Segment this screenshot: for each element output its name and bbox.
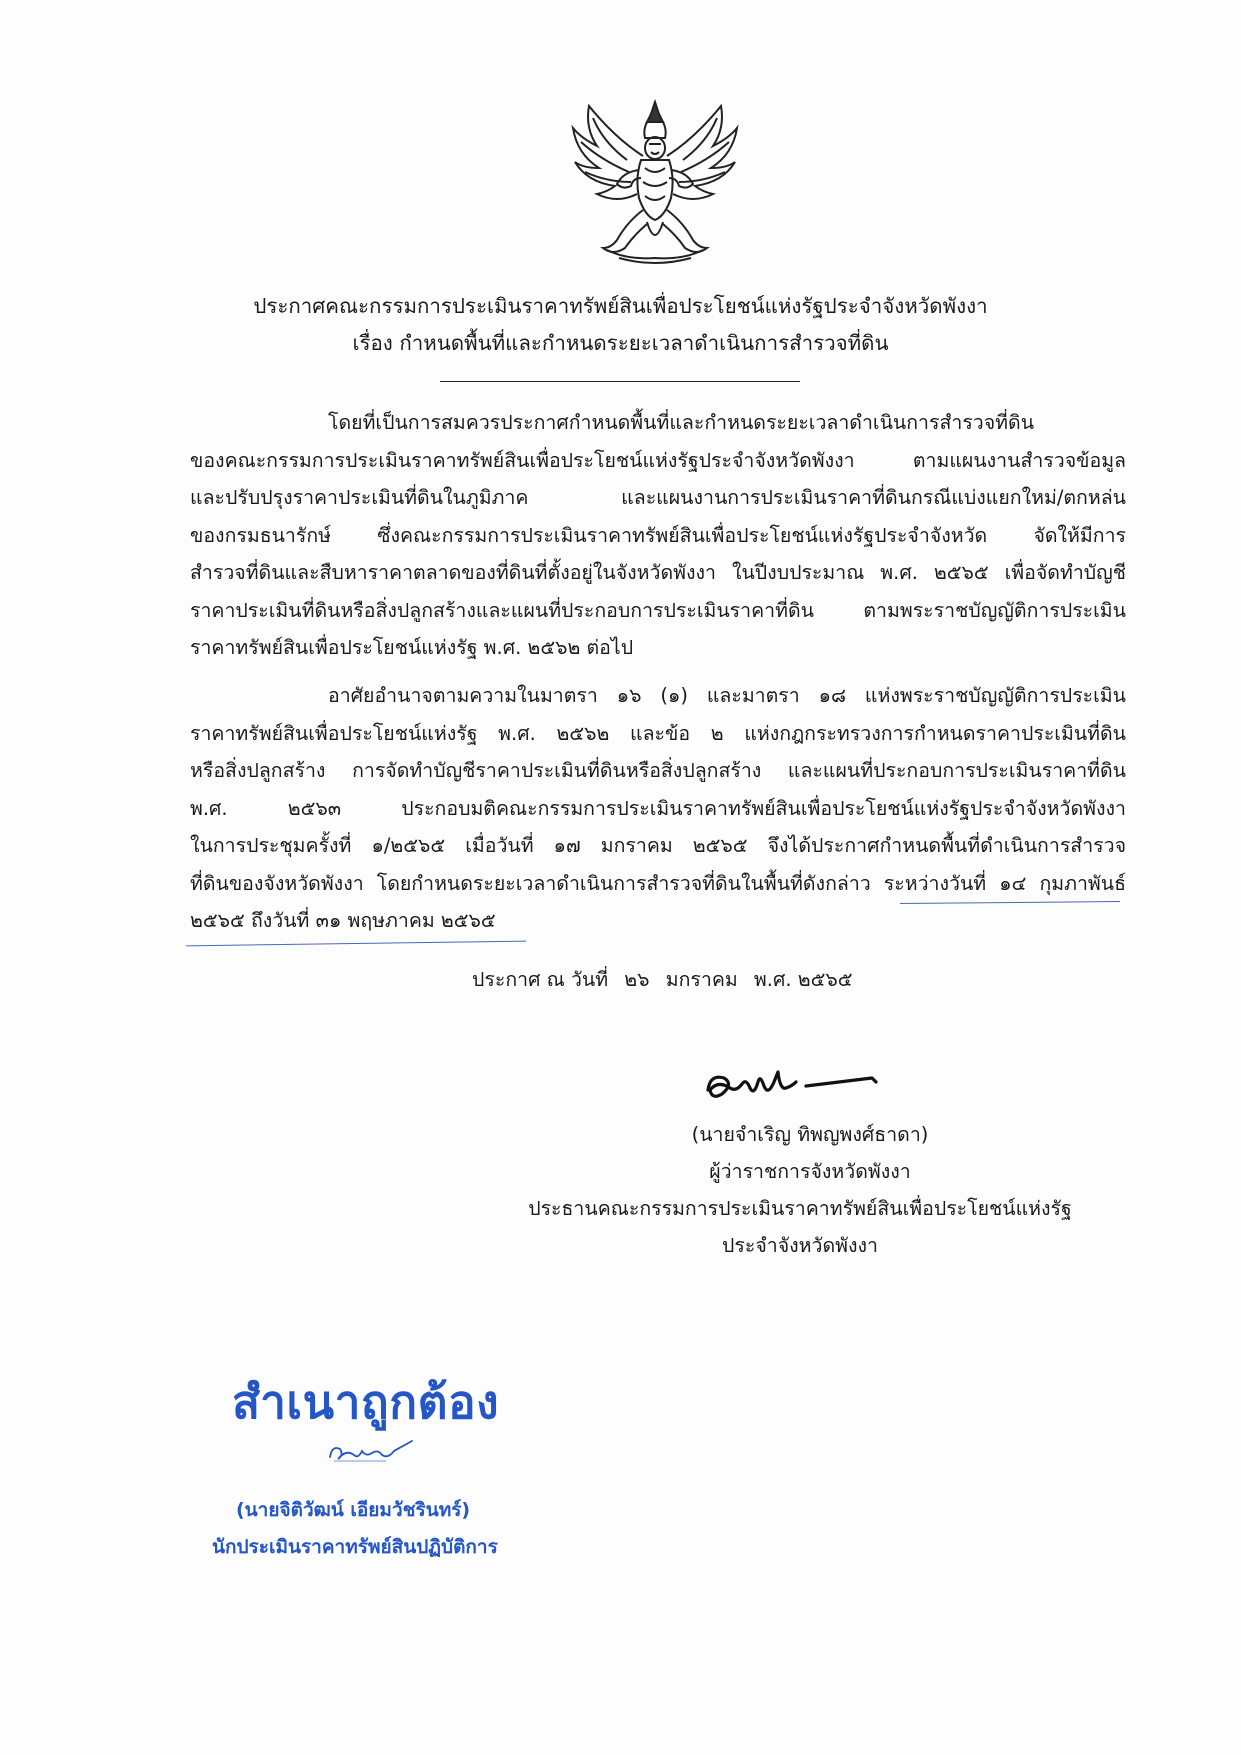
paragraph-1: [190, 404, 1126, 667]
certifier-signature-icon: [326, 1437, 416, 1467]
pen-underline-mark: [186, 941, 526, 947]
paragraph-1-line: และปรับปรุงราคาประเมินที่ดินในภูมิภาค และแผนงานการประเมินราคาที่ดินกรณีแบ่งแยกใหม่/ตกหล่น: [190, 486, 1126, 509]
paragraph-1-line: ของคณะกรรมการประเมินราคาทรัพย์สินเพื่อประโยชน์แห่งรัฐประจำจังหวัดพังงา ตามแผนงานสำรวจข้อมูล: [190, 448, 1126, 472]
date-month: มกราคม: [665, 968, 738, 991]
title-divider: [440, 381, 800, 382]
signatory-block: [580, 1116, 1040, 1190]
paragraph-2: [190, 677, 1126, 940]
paragraph-2-line: อาศัยอำนาจตามความในมาตรา ๑๖ (๑) และมาตรา ๑๘ แห่งพระราชบัญญัติการประเมิน: [328, 684, 1126, 707]
signatory-role: [420, 1190, 1180, 1264]
paragraph-1-line: ราคาทรัพย์สินเพื่อประโยชน์แห่งรัฐ พ.ศ. ๒๕๖๒ ต่อไป: [190, 636, 634, 659]
signatory-role-line: ประจำจังหวัดพังงา: [722, 1234, 878, 1257]
paragraph-1-line: โดยที่เป็นการสมควรประกาศกำหนดพื้นที่และกำหนดระยะเวลาดำเนินการสำรวจที่ดิน: [328, 411, 1035, 434]
paragraph-1-line: สำรวจที่ดินและสืบหาราคาตลาดของที่ดินที่ตั้งอยู่ในจังหวัดพังงา ในปีงบประมาณ พ.ศ. ๒๕๖๕ เพื่อจัดทำบัญชี: [190, 561, 1126, 584]
certifier-position: นักประเมินราคาทรัพย์สินปฏิบัติการ: [212, 1536, 498, 1558]
paragraph-2-line: ๒๕๖๕ ถึงวันที่ ๓๑ พฤษภาคม ๒๕๖๕: [190, 909, 496, 932]
signatory-position: ผู้ว่าราชการจังหวัดพังงา: [709, 1160, 911, 1183]
governor-signature-icon: [700, 1060, 880, 1110]
paragraph-1-line: ของกรมธนารักษ์ ซึ่งคณะกรรมการประเมินราคาทรัพย์สินเพื่อประโยชน์แห่งรัฐประจำจังหวัด จัดให้มีการ: [190, 523, 1126, 547]
paragraph-1-line: ราคาประเมินที่ดินหรือสิ่งปลูกสร้างและแผนที่ประกอบการประเมินราคาที่ดิน ตามพระราชบัญญัติการประเมิน: [190, 598, 1126, 622]
paragraph-2-line: พ.ศ. ๒๕๖๓ ประกอบมติคณะกรรมการประเมินราคาทรัพย์สินเพื่อประโยชน์แห่งรัฐประจำจังหวัดพังงา: [190, 796, 1126, 820]
paragraph-2-line: หรือสิ่งปลูกสร้าง การจัดทำบัญชีราคาประเมินที่ดินหรือสิ่งปลูกสร้าง และแผนที่ประกอบการประเมินราคาที่ดิน: [190, 759, 1126, 782]
signatory-role-line: ประธานคณะกรรมการประเมินราคาทรัพย์สินเพื่อประโยชน์แห่งรัฐ: [528, 1197, 1072, 1220]
paragraph-2-line: ในการประชุมครั้งที่ ๑/๒๕๖๕ เมื่อวันที่ ๑๗ มกราคม ๒๕๖๕ จึงได้ประกาศกำหนดพื้นที่ดำเนินการสำรวจ: [190, 834, 1126, 857]
garuda-emblem-icon: [567, 98, 743, 268]
date-prefix: ประกาศ ณ วันที่: [472, 968, 609, 991]
paragraph-2-line: ที่ดินของจังหวัดพังงา โดยกำหนดระยะเวลาดำเนินการสำรวจที่ดินในพื้นที่ดังกล่าว ระหว่างวันที่ ๑๔ กุมภาพันธ์: [190, 871, 1126, 895]
announcement-subject: เรื่อง กำหนดพื้นที่และกำหนดระยะเวลาดำเนินการสำรวจที่ดิน: [352, 331, 889, 355]
paragraph-2-line: ราคาทรัพย์สินเพื่อประโยชน์แห่งรัฐ พ.ศ. ๒๕๖๒ และข้อ ๒ แห่งกฎกระทรวงการกำหนดราคาประเมินที่ดิน: [190, 721, 1126, 745]
date-day: ๒๖: [624, 968, 650, 991]
announcement-date: [472, 965, 863, 995]
certifier-name: (นายจิติวัฒน์ เอียมวัชรินทร์): [236, 1499, 471, 1521]
announcement-title: ประกาศคณะกรรมการประเมินราคาทรัพย์สินเพื่อประโยชน์แห่งรัฐประจำจังหวัดพังงา: [253, 294, 988, 318]
signatory-name: (นายจำเริญ ทิพญพงศ์ธาดา): [691, 1123, 929, 1146]
date-year: พ.ศ. ๒๕๖๕: [753, 968, 853, 991]
certified-copy-stamp: สำเนาถูกต้อง: [232, 1375, 500, 1429]
